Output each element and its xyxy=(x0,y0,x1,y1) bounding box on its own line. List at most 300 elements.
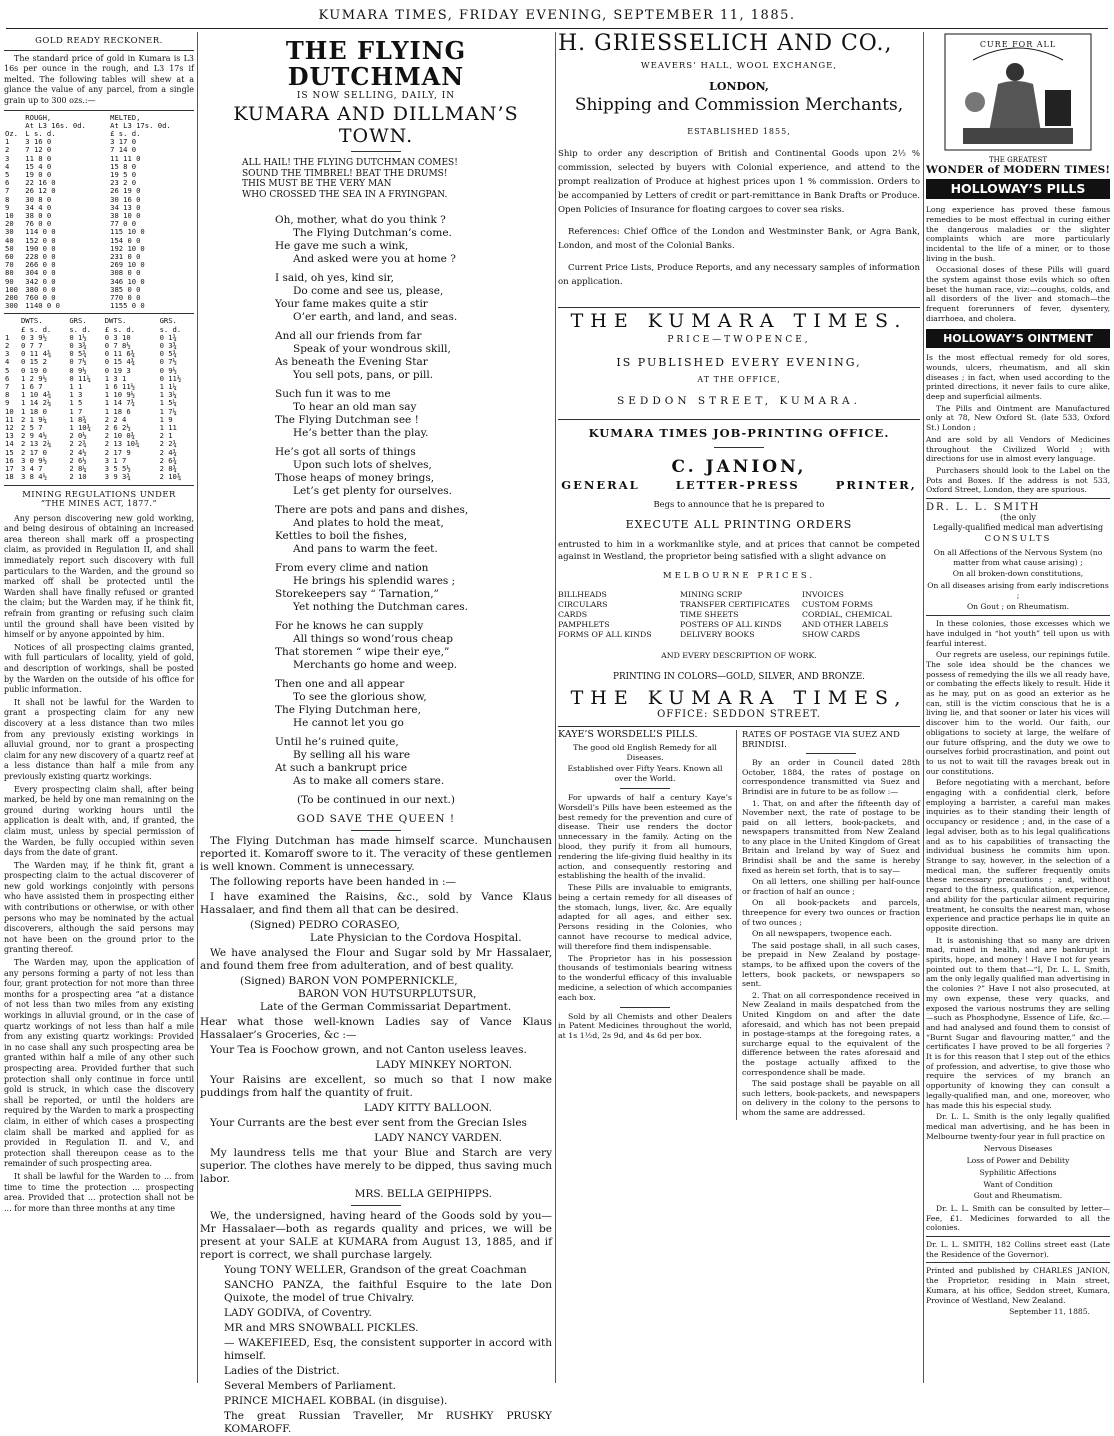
short-rule xyxy=(806,753,856,754)
poem-line: Such fun it was to me xyxy=(275,388,391,400)
divider xyxy=(4,50,194,51)
imprint-date: September 11, 1885. xyxy=(1009,1307,1090,1317)
table-cell: 2 5 7 xyxy=(20,423,43,433)
kumara-times-title: THE KUMARA TIMES. xyxy=(570,310,908,333)
table-cell: 300 xyxy=(5,301,18,311)
divider xyxy=(926,1236,1110,1237)
poem-line: I said, oh yes, kind sir, xyxy=(275,272,395,284)
griesselich-title: H. GRIESSELICH AND CO., xyxy=(558,31,893,56)
table-cell: 70 xyxy=(5,260,14,270)
fd-signature: (Signed) PEDRO CORASEO, xyxy=(250,919,400,931)
table-cell: 12 xyxy=(5,423,14,433)
fd-para: Hear what those well-known Ladies say of Vance Klaus Hassalaer’s Groceries, &c :— xyxy=(200,1016,552,1041)
table-cell: 3 xyxy=(5,349,10,359)
poem-line: Do come and see us, please, xyxy=(293,285,444,297)
table-cell: 1 9 xyxy=(159,414,173,424)
table-row xyxy=(4,473,194,481)
kayes-pills-ad xyxy=(558,730,737,1120)
fd-para: I have examined the Raisins, &c., sold by Vance Klaus Hassalaer, and find them all that can be desired. xyxy=(200,891,552,916)
cure-for-all-emblem xyxy=(943,32,1093,152)
poem-line: As to make all comers stare. xyxy=(293,775,445,787)
table-cell: 30 8 0 xyxy=(25,194,52,204)
fd-para: We, the undersigned, having heard of the Goods sold by you—Mr Hassalaer—both as regards quality and prices, we will be present at your SALE at KUMARA from August 13, 1885, and if report is correct, we shall purchase largely. xyxy=(200,1210,552,1261)
dr-smith-list xyxy=(926,1144,1110,1201)
table-cell: 385 0 0 xyxy=(110,284,141,294)
kt-office: OFFICE: SEDDON STREET. xyxy=(657,708,821,720)
poem-line: To hear an old man say xyxy=(293,401,417,413)
table-header-cell: L s. d. xyxy=(25,128,56,138)
table-cell: 15 xyxy=(5,447,14,457)
table-cell: 1140 0 0 xyxy=(25,301,60,311)
col-head-rough: ROUGH, At L3 16s. 0d. xyxy=(25,112,86,130)
printing-item: CUSTOM FORMS xyxy=(802,600,873,610)
printing-item: CIRCULARS xyxy=(558,600,608,610)
poem-line: Storekeepers say “ Tarnation,” xyxy=(275,588,439,600)
short-rule xyxy=(620,788,670,789)
poem-line: For he knows he can supply xyxy=(275,620,424,632)
table-cell: 0 11¼ xyxy=(69,373,91,383)
dr-smith-para: Dr. L. L. Smith is the only legally qualified medical man advertising, and he has been in Melbourne twenty-four year in full practice on xyxy=(926,1112,1110,1141)
seated-figure-icon xyxy=(943,32,1093,152)
table-cell: 0 11 4¾ xyxy=(20,349,52,359)
printing-item: TRANSFER CERTIFICATES xyxy=(680,600,790,610)
divider xyxy=(926,498,1110,499)
table-cell: 1 1¼ xyxy=(159,382,177,392)
griesselich-established: ESTABLISHED 1855, xyxy=(687,126,791,136)
printing-item: TIME SHEETS xyxy=(680,610,739,620)
postage-para: The said postage shall be payable on all such letters, book-packets, and newspapers on delivery in the colony to the persons to whom the same are addressed. xyxy=(742,1079,920,1117)
gold-reckoner-intro: The standard price of gold in Kumara is L3 16s per ounce in the rough, and L3 17s if melted. The following tables will shew at a glance the value of any parcel, from a single grain up to 300 ozs.:— xyxy=(4,53,194,105)
divider xyxy=(4,313,194,314)
table-cell: 2 0½ xyxy=(69,431,87,441)
table-cell: 18 xyxy=(5,472,14,482)
table-cell: 9 xyxy=(5,398,10,408)
table-cell: 0 7½ xyxy=(159,357,177,367)
poem-line: Yet nothing the Dutchman cares. xyxy=(293,601,469,613)
table-cell: 0 15 2 xyxy=(20,357,47,367)
printing-list-col xyxy=(680,590,798,640)
table-cell: 76 0 0 xyxy=(25,219,52,229)
printing-item: INVOICES xyxy=(802,590,844,600)
poem-line: The Flying Dutchman’s come. xyxy=(293,227,452,239)
table-cell: 2 4¾ xyxy=(159,447,177,457)
fd-signature: Late Physician to the Cordova Hospital. xyxy=(310,932,522,944)
printing-colors: PRINTING IN COLORS—GOLD, SILVER, AND BRONZE. xyxy=(613,671,865,682)
table-cell: 2 1 9¼ xyxy=(20,414,47,424)
kt-address: SEDDON STREET, KUMARA. xyxy=(617,394,861,407)
table-header-cell: Oz. xyxy=(5,128,18,138)
poem-line: That storemen “ wipe their eye,” xyxy=(275,646,450,658)
fd-signature: BARON VON HUTSURPLUTSUR, xyxy=(298,988,477,1000)
table-cell: 2 10 0¾ xyxy=(104,431,136,441)
table-cell: 7 12 0 xyxy=(25,145,52,155)
table-cell: 60 xyxy=(5,252,14,262)
table-cell: 4 xyxy=(5,357,10,367)
fd-signature: MRS. BELLA GEIPHIPPS. xyxy=(354,1188,492,1200)
holloways-text: And are sold by all Vendors of Medicines throughout the Civilized World ; with directions for use in almost every language. xyxy=(926,434,1110,464)
fd-name: SANCHO PANZA, the faithful Esquire to the late Don Quixote, the model of true Chivalry. xyxy=(224,1279,552,1304)
printing-item: CORDIAL, CHEMICAL xyxy=(802,610,892,620)
table-cell: 190 0 0 xyxy=(25,243,56,253)
short-rule xyxy=(620,1007,670,1008)
table-cell: 77 0 0 xyxy=(110,219,137,229)
holloways-text: Is the most effectual remedy for old sores, wounds, ulcers, rheumatism, and all skin diseases ; in fact, when used according to the printed directions, it never fails to cure alike, deep and superficial ailments. xyxy=(926,353,1110,402)
table-cell: 38 0 0 xyxy=(25,211,52,220)
table-cell: 3 0 9½ xyxy=(20,455,47,465)
poem-line: Speak of your wondrous skill, xyxy=(293,343,451,355)
holloways-text: Purchasers should look to the Label on the Pots and Boxes. If the address is not 533, Oxford Street, London, they are spurious. xyxy=(926,465,1110,495)
table-cell: 269 10 0 xyxy=(110,260,145,270)
fd-signature: LADY NANCY VARDEN. xyxy=(374,1132,502,1144)
table-cell: 1 10¾ xyxy=(69,423,91,433)
poem-line: And all our friends from far xyxy=(275,330,422,342)
column-gold-reckoner xyxy=(4,32,194,1387)
poem-verse xyxy=(275,446,552,498)
poem-line: O’er earth, and land, and seas. xyxy=(293,311,458,323)
fd-name: Several Members of Parliament. xyxy=(224,1380,397,1392)
short-rule xyxy=(351,1205,401,1206)
table-header-cell: £ s. d. xyxy=(104,324,136,334)
table-cell: 1 11 xyxy=(159,423,177,433)
table-header-cell: s. d. xyxy=(159,324,182,334)
table-cell: 0 1¾ xyxy=(159,332,177,342)
cure-for-all-label: CURE FOR ALL xyxy=(979,40,1057,49)
postage-title: RATES OF POSTAGE VIA SUEZ AND BRINDISI. xyxy=(742,728,900,749)
greatest-label: THE GREATEST xyxy=(989,156,1047,164)
kayes-para: For upwards of half a century Kaye’s Worsdell’s Pills have been esteemed as the best remedy for the prevention and cure of disease. Their use renders the doctor unnecessary in the family. Acting on the blood, they purify it from all humours, rendering the life-giving fluid healthy in its action, and consequently restoring and establishing the health of the invalid. xyxy=(558,792,733,881)
table-cell: 114 0 0 xyxy=(25,227,56,237)
mining-title: MINING REGULATIONS UNDER xyxy=(22,488,176,499)
table-cell: 1 2 9½ xyxy=(20,373,47,383)
table-body xyxy=(4,138,194,310)
fd-para: Your Currants are the best ever sent from the Grecian Isles xyxy=(210,1117,527,1129)
table-cell: 8 xyxy=(5,390,10,400)
mining-para: The Warden may, upon the application of any persons forming a party of not less than four, grant protection for not more than three months for a prospecting area “at a distance of not less than two miles from any existing workings in alluvial ground, or in the case of quartz workings of not less than half a mile from any existing quartz workings: Provided in no case shall any such prospecting area be granted within half a mile of any other such prospecting area. Provided further that such protection shall only continue in force until gold is struck, in which case the discovery shall be reported, or until the holders are required by the Warden to mark a prospecting claim, in either of which cases a prospecting claim shall be marked and applied for as provided in Regulation II. and V., and protection shall thereupon cease as to the remainder of such prospecting area. xyxy=(4,958,194,1169)
table-cell: 1 18 6 xyxy=(104,406,131,416)
table-cell: 304 0 0 xyxy=(25,268,56,278)
printing-item: PAMPHLETS xyxy=(558,620,610,630)
table-cell: 17 xyxy=(5,464,14,474)
fd-name: — WAKEFIEED, Esq, the consistent supporter in accord with himself. xyxy=(224,1337,552,1362)
poem-line: By selling all his ware xyxy=(293,749,411,761)
janion-trade: GENERAL LETTER-PRESS PRINTER, xyxy=(561,477,917,492)
divider xyxy=(4,110,194,111)
poem-verse xyxy=(275,562,552,614)
table-cell: 7 xyxy=(5,382,10,392)
table-cell: 30 16 0 xyxy=(110,194,141,204)
table-cell: 1 5¼ xyxy=(159,398,177,408)
table-cell: 3 8 4½ xyxy=(20,472,47,482)
table-cell: 1 3¼ xyxy=(159,390,177,400)
fd-signature: LADY MINKEY NORTON. xyxy=(375,1059,512,1071)
table-cell: 0 7 7 xyxy=(20,341,43,351)
janion-begs: Begs to announce that he is prepared to xyxy=(653,499,825,510)
janion-execute: EXECUTE ALL PRINTING ORDERS xyxy=(625,517,853,531)
kt-price: PRICE—TWOPENCE, xyxy=(667,335,811,346)
divider xyxy=(558,419,920,420)
fd-name: MR and MRS SNOWBALL PICKLES. xyxy=(224,1322,419,1334)
table-header-cell: s. d. xyxy=(69,324,91,334)
poem-line: There are pots and pans and dishes, xyxy=(275,504,469,516)
table-cell: 308 0 0 xyxy=(110,268,141,278)
table-cell: 5 xyxy=(5,169,10,179)
fd-subtitle: IS NOW SELLING, DAILY, IN xyxy=(296,91,456,101)
poem-line: And pans to warm the feet. xyxy=(293,543,438,555)
divider xyxy=(558,307,920,308)
fd-signature: Late of the German Commissariat Department. xyxy=(260,1001,512,1013)
table-cell: 2 6¾ xyxy=(159,455,177,465)
poem-line: Your fame makes quite a stir xyxy=(275,298,428,310)
poem-line: Oh, mother, what do you think ? xyxy=(275,214,446,226)
fd-intro-line: THIS MUST BE THE VERY MAN xyxy=(242,179,392,189)
table-cell: 1 3 xyxy=(69,390,83,400)
table-cell: 50 xyxy=(5,243,14,253)
table-cell: 11 8 0 xyxy=(25,153,52,163)
dr-smith-para: It is astonishing that so many are driven mad, ruined in health, and are bankrupt in spirits, hope, and money ! Have I not for years pointed out to them that—“I, Dr. L. L. Smith, am the only legally qualified man advertising in the colonies ?” Have I not also prosecuted, at my own expense, these very quacks, and exposed the various nostrums they are selling—such as Phosphodyne, Essence of Life, &c.—and had analysed and found them to consist of “Burnt Sugar and flavouring matter,” and the certificates I have proved to be all forgeries ? It is for this reason that I step out of the ethics of profession, and advertise, to give those who require the services of my branch an opportunity of knowing they can consult a legally-qualified man, and one, moreover, who has made this his especial study. xyxy=(926,935,1110,1110)
fd-para: We have analysed the Flour and Sugar sold by Mr Hassalaer, and found them free from adulteration, and of best quality. xyxy=(200,947,552,972)
table-cell: 346 10 0 xyxy=(110,276,145,286)
table-cell: 2 13 10¾ xyxy=(104,439,140,449)
griesselich-para: Current Price Lists, Produce Reports, and any necessary samples of information on application. xyxy=(558,263,920,288)
fd-para: Your Raisins are excellent, so much so that I now make puddings from half the quantity of fruit. xyxy=(200,1074,552,1099)
dr-smith-para: Before negotiating with a merchant, before engaging with a confidential clerk, before employing a barrister, a careful man makes inquiries as to their standing their length of occupancy or residence ; and, in the case of a legal adviser, both as to his legal qualifications and as to his capabilities of transacting the individual business he commits him upon. Strange to say, however, in the selection of a medical man, the sufferer frequently omits these necessary precautions ; and, without regard to the fitness, qualification, experience, and ability for the particular ailment requiring treatment, he consults the nearest man, whose experience and practice perhaps lie in quite an opposite direction. xyxy=(926,778,1110,933)
dr-smith-letter: Dr. L. L. Smith can be consulted by letter—Fee, £1. Medicines forwarded to all the colonies. xyxy=(926,1203,1110,1233)
table-cell: 3 1 7 xyxy=(104,455,127,465)
table-cell: 228 0 0 xyxy=(25,252,56,262)
poem-line: Those heaps of money brings, xyxy=(275,472,435,484)
table-cell: 1155 0 0 xyxy=(110,301,145,311)
fd-para: Your Tea is Foochow grown, and not Canton useless leaves. xyxy=(210,1044,527,1056)
printing-list xyxy=(558,590,920,640)
poem-line: Let’s get plenty for ourselves. xyxy=(293,485,453,497)
table-cell: 6 xyxy=(5,373,10,383)
table-cell: 11 11 0 xyxy=(110,153,141,163)
table-cell: 80 xyxy=(5,268,14,278)
table-header-cell: GRS. xyxy=(69,316,87,326)
table-cell: 20 xyxy=(5,219,14,229)
lower-ads xyxy=(558,730,920,1120)
table-body xyxy=(4,334,194,482)
table-cell: 2 1 xyxy=(159,431,173,441)
table-cell: 1 xyxy=(5,137,10,147)
column-advertisements xyxy=(558,32,920,1387)
poem-line: As beneath the Evening Star xyxy=(275,356,428,368)
table-header-cell: DWTS. xyxy=(104,316,127,326)
poem-line: He’s better than the play. xyxy=(293,427,429,439)
fd-undersigned-list xyxy=(200,1264,552,1436)
imprint: Printed and published by CHARLES JANION, the Proprietor, residing in Main street, Kumara, at his office, Seddon street, Kumara, Province of Westland, New Zealand. xyxy=(926,1266,1110,1305)
dr-smith-title: DR. L. L. SMITH xyxy=(926,502,1041,514)
fd-name: LADY GODIVA, of Coventry. xyxy=(224,1307,372,1319)
postage-para: 1. That, on and after the fifteenth day of November next, the rate of postage to be paid on all letters, book-packets, and newspapers transmitted from New Zealand to any place in the United Kingdom of Great Britain and Ireland by way of Suez and Brindisi shall be and the same is hereby fixed as herein set forth, that is to say— xyxy=(742,798,920,875)
table-cell: 4 xyxy=(5,161,10,171)
mining-subtitle: “THE MINES ACT, 1877.” xyxy=(40,499,158,509)
postage-para: On all letters, one shilling per half-ounce or fraction of half an ounce ; xyxy=(742,877,920,896)
dr-smith-list-item: Loss of Power and Debility xyxy=(966,1156,1070,1166)
table-cell: 192 10 0 xyxy=(110,243,145,253)
table-cell: 7 14 0 xyxy=(110,145,137,155)
dr-smith-line: On all broken-down constitutions, xyxy=(952,569,1084,579)
kayes-line: The good old English Remedy for all Diseases. xyxy=(573,742,717,762)
kayes-para: The Proprietor has in his possession thousands of testimonials bearing witness to the wonderful efficacy of this invaluable medicine, a selection of which accompanies each box. xyxy=(558,953,733,1002)
table-cell: 154 0 0 xyxy=(110,235,141,245)
table-cell: 0 1½ xyxy=(69,332,87,342)
table-cell: 30 xyxy=(5,227,14,237)
dr-smith-list-item: Want of Condition xyxy=(983,1179,1053,1189)
table-cell: 1 18 0 xyxy=(20,406,47,416)
printing-list-col xyxy=(558,590,676,640)
fd-signature: LADY KITTY BALLOON. xyxy=(363,1102,492,1114)
fd-intro-line: SOUND THE TIMBREL! BEAT THE DRUMS! xyxy=(242,168,448,179)
kt-published: IS PUBLISHED EVERY EVENING, xyxy=(616,355,862,369)
poem-verse xyxy=(275,504,552,556)
melbourne-prices: MELBOURNE PRICES. xyxy=(662,570,816,581)
table-cell: 200 xyxy=(5,293,18,303)
table-row xyxy=(4,302,194,310)
poem-line: He brings his splendid wares ; xyxy=(293,575,456,587)
table-cell: 1 7¼ xyxy=(159,406,177,416)
divider xyxy=(926,1262,1110,1263)
postage-para: 2. That on all correspondence received in New Zealand in mails despatched from the United Kingdom on and after the date aforesaid, and which has not been prepaid in postage-stamps at the foregoing rates, a surcharge equal to the equivalent of the difference between the rates aforesaid and the postage actually affixed to the correspondence shall be made. xyxy=(742,990,920,1077)
table-cell: 2 10 xyxy=(69,472,87,482)
printing-item: DELIVERY BOOKS xyxy=(680,630,755,640)
masthead-rule xyxy=(6,28,1108,29)
table-cell: 0 3 10 xyxy=(104,332,131,342)
table-cell: 90 xyxy=(5,276,14,286)
table-cell: 1 14 2¼ xyxy=(20,398,52,408)
dr-smith-para: In these colonies, those excesses which we have indulged in “hot youth” tell upon us with fearful interest. xyxy=(926,619,1110,648)
kumara-times-title-2: THE KUMARA TIMES, xyxy=(570,687,908,710)
table-cell: 342 0 0 xyxy=(25,276,56,286)
divider xyxy=(558,726,920,727)
table-cell: 2 8¼ xyxy=(69,464,87,474)
printing-item: BILLHEADS xyxy=(558,590,607,600)
kayes-para: These Pills are invaluable to emigrants, being a certain remedy for all diseases of the stomach, lungs, liver, &c. Are equally adapted for all ages, and either sex. Persons residing in the Colonies, who cannot have recourse to medical advice, will therefore find them indispensable. xyxy=(558,883,733,951)
table-header-cell: DWTS. xyxy=(20,316,43,326)
table-cell: 0 7 8½ xyxy=(104,341,131,351)
dr-smith-list-item: Nervous Diseases xyxy=(983,1144,1053,1154)
table-cell: 5 xyxy=(5,365,10,375)
table-cell: 15 4 0 xyxy=(25,161,52,171)
kayes-line: Established over Fifty Years. Known all over the World. xyxy=(567,764,723,784)
poem-line: Until he’s ruined quite, xyxy=(275,736,399,748)
mining-para: Every prospecting claim shall, after being marked, be held by one man remaining on the ground during working hours until the application is dealt with, and, if granted, the claim must, unless by special permission of the Warden, be fully occupied within seven days from the date of grant. xyxy=(4,784,194,858)
table-cell: 0 3¾ xyxy=(159,341,177,351)
poem-line: And plates to hold the meat, xyxy=(293,517,444,529)
table-cell: 2 9 4½ xyxy=(20,431,47,441)
mining-para: The Warden may, if he think fit, grant a prospecting claim to the actual discoverer of new gold workings conjointly with persons who have assisted them in prospecting either with contributions or otherwise, or with other persons who may be nominated by the actual discoverers, although the said persons may not have been on the ground prior to the granting thereof. xyxy=(4,860,194,955)
griesselich-city: LONDON, xyxy=(709,79,769,93)
column-rule xyxy=(555,32,556,1383)
table-cell: 9 xyxy=(5,202,10,212)
short-rule xyxy=(351,830,401,831)
gold-oz-table xyxy=(4,114,194,311)
table-cell: 2 17 9 xyxy=(104,447,131,457)
poem-verse xyxy=(275,736,552,788)
table-cell: 1 3 1 xyxy=(104,373,127,383)
table-cell: 115 10 0 xyxy=(110,227,145,237)
holloways-text: Occasional doses of these Pills will guard the system against those evils which so often beset the human race, viz:—coughs, colds, and all disorders of the liver and stomach—the frequent forerunners of fever, dysentery, diarrhoea, and cholera. xyxy=(926,265,1110,323)
dr-smith-list-item: Syphilitic Affections xyxy=(979,1167,1057,1177)
postage-para: By an order in Council dated 28th October, 1884, the rates of postage on correspondence transmitted via Suez and Brindisi are in future to be as follow :— xyxy=(742,758,920,796)
fd-para: My laundress tells me that your Blue and Starch are very superior. The clothes have merely to be dipped, thus saving much labor. xyxy=(200,1147,552,1185)
table-cell: 3 9 3¾ xyxy=(104,472,131,482)
poem-line: He cannot let you go xyxy=(293,717,404,729)
table-cell: 2 2 4 xyxy=(104,414,127,424)
table-cell: 2 2¾ xyxy=(69,439,87,449)
divider xyxy=(926,615,1110,616)
table-cell: 34 4 0 xyxy=(25,202,52,212)
janion-name: C. JANION, xyxy=(671,457,807,478)
table-cell: 760 0 0 xyxy=(25,293,56,303)
poem-line: Merchants go home and weep. xyxy=(293,659,458,671)
griesselich-address: WEAVERS’ HALL, WOOL EXCHANGE, xyxy=(640,61,838,72)
printing-item: MINING SCRIP xyxy=(680,590,742,600)
short-rule xyxy=(351,151,401,152)
fd-continued: (To be continued in our next.) xyxy=(296,794,455,806)
fd-name: Ladies of the District. xyxy=(224,1365,340,1377)
mining-para: Any person discovering new gold working, and being desirous of obtaining an increased area thereon shall mark off a prospecting claim, as provided in Regulation II, and shall immediately report such discovery with full particulars to the Warden, and the ground so marked off shall be protected until the Warden shall have finally refused or granted the claim; but the Warden may, if he think fit, refrain from granting or refusing such claim until the ground shall have been visited by himself or by anyone appointed by him. xyxy=(4,513,194,640)
table-cell: 2 17 0 xyxy=(20,447,47,457)
table-cell: 2 xyxy=(5,341,10,351)
table-cell: 1 7 xyxy=(69,406,83,416)
poem-verse xyxy=(275,272,552,324)
table-header-cell: GRS. xyxy=(159,316,177,326)
printing-list-col xyxy=(802,590,920,640)
holloways-pills-banner: HOLLOWAY’S PILLS xyxy=(926,179,1110,199)
table-cell: 3 xyxy=(5,153,10,163)
table-cell: 100 xyxy=(5,284,18,294)
poem-verse xyxy=(275,330,552,382)
poem-line: He’s got all sorts of things xyxy=(275,446,416,458)
column-rule xyxy=(197,32,198,1383)
poem-line: Upon such lots of shelves, xyxy=(293,459,432,471)
table-header-cell xyxy=(4,317,20,325)
masthead: KUMARA TIMES, FRIDAY EVENING, SEPTEMBER 11, 1885. xyxy=(318,8,796,23)
poem-line: He gave me such a wink, xyxy=(275,240,409,252)
table-cell: 1 14 7¾ xyxy=(104,398,136,408)
every-description: AND EVERY DESCRIPTION OF WORK. xyxy=(661,651,817,661)
table-cell: 0 3¾ xyxy=(69,341,87,351)
poem-line: The Flying Dutchman see ! xyxy=(275,414,419,426)
table-cell: 2 2¾ xyxy=(159,439,177,449)
gold-dwt-table xyxy=(4,317,194,481)
table-cell: 3 16 0 xyxy=(25,137,52,147)
fd-poem xyxy=(200,214,552,788)
table-cell: 1 1 xyxy=(69,382,83,392)
table-cell: 0 11½ xyxy=(159,373,182,383)
table-cell: 14 xyxy=(5,439,14,449)
poem-line: Then one and all appear xyxy=(275,678,405,690)
table-cell: 8 xyxy=(5,194,10,204)
printing-item: CARDS xyxy=(558,610,588,620)
gold-reckoner-title: GOLD READY RECKONER. xyxy=(35,36,163,46)
mining-para: Notices of all prospecting claims granted, with full particulars of locality, yield of gold, and description of workings, shall be posted by the Warden on the outside of his office for public information. xyxy=(4,642,194,695)
column-medical-ads xyxy=(926,32,1110,1387)
wonder-label: WONDER of MODERN TIMES! xyxy=(926,163,1111,176)
table-cell: 0 5¾ xyxy=(159,349,177,359)
fd-intro-line: ALL HAIL! THE FLYING DUTCHMAN COMES! xyxy=(242,158,458,168)
dr-smith-para: Our regrets are useless, our repinings futile. The sole idea should be the chances we possess of remedying the ills we all ready have, or combating the effects likely to result. Hide it as he may, put on as good an exterior as he can, still is the victim conscious that he is a living lie, and that sooner or later his vices will discover him to the world. Our faith, our obligations to society at large, the welfare of our future offspring, and the duty we owe to ourselves forbid procrastination, and point out to us not to wait till the ravages break out in our constitutions. xyxy=(926,650,1110,776)
table-cell: 19 0 0 xyxy=(25,169,52,179)
table-cell: 0 3 9½ xyxy=(20,332,47,342)
table-cell: 0 19 0 xyxy=(20,365,47,375)
table-cell: 1 8¾ xyxy=(69,414,87,424)
dr-smith-address: Dr. L. L. SMITH, 182 Collins street east (Late the Residence of the Governor). xyxy=(926,1240,1110,1259)
mining-regulations xyxy=(4,514,194,1215)
poem-verse xyxy=(275,214,552,266)
poem-line: At such a bankrupt price xyxy=(275,762,408,774)
